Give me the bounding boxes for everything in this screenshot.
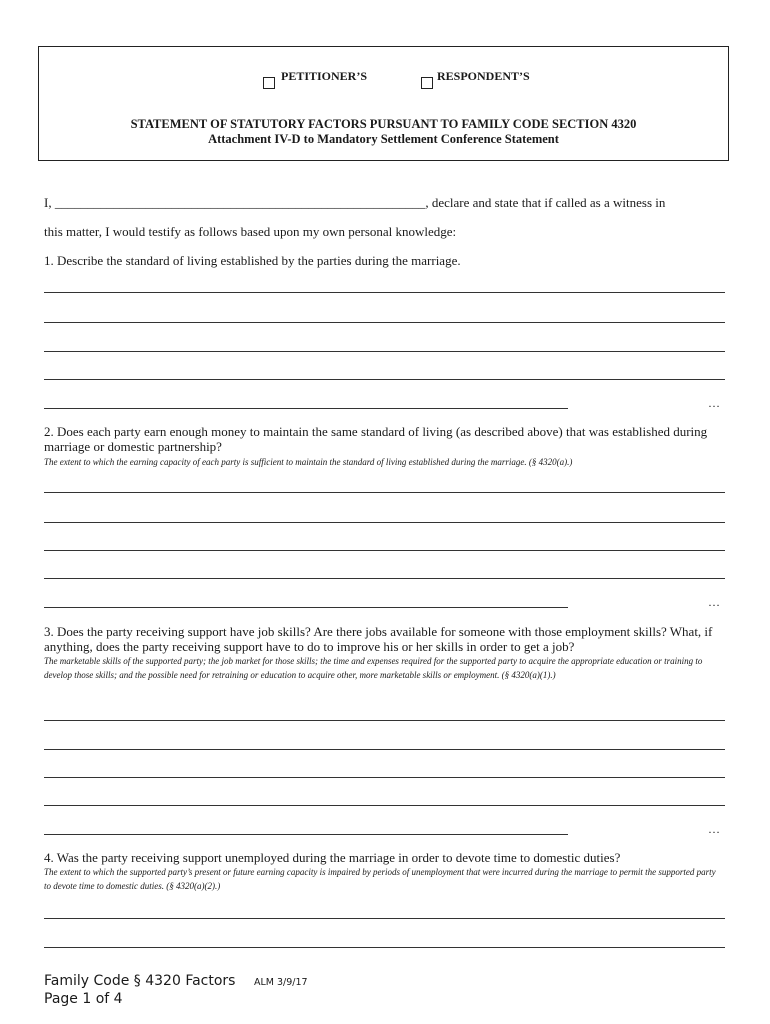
form-title-main: STATEMENT OF STATUTORY FACTORS PURSUANT TO FAMILY CODE SECTION 4320 (130, 117, 637, 131)
answer-line[interactable] (44, 379, 725, 380)
answer-line[interactable] (44, 492, 725, 493)
answer-line[interactable] (44, 918, 725, 919)
answer-line[interactable] (44, 947, 725, 948)
question-4-note: The extent to which the supported party’s present or future earning capacity is impaired by periods of unemployment that were incurred during the marriage to permit the supported party to devote time to domestic duties. (§ 4320(a)(2).) (44, 867, 716, 891)
header-box: PETITIONER’S RESPONDENT’S STATEMENT OF STATUTORY FACTORS PURSUANT TO FAMILY CODE SECTION 4320 Attachment IV-D to Mandatory Settlement Conference Statement (38, 46, 729, 161)
footer-form-name: Family Code § 4320 Factors (44, 973, 236, 989)
declaration-line-1: I, _________________________________________________________, declare and state that if called as a witness in (44, 195, 666, 210)
declaration-line-2: this matter, I would testify as follows based upon my own personal knowledge: (44, 224, 457, 239)
question-2-note: The extent to which the earning capacity of each party is sufficient to maintain the standard of living established during the marriage. (§ 4320(a).) (44, 457, 573, 467)
petitioner-checkbox[interactable] (263, 77, 275, 89)
answer-line[interactable] (44, 805, 725, 806)
answer-line[interactable] (44, 292, 725, 293)
answer-line[interactable] (44, 777, 725, 778)
answer-line[interactable] (44, 322, 725, 323)
form-title (39, 117, 728, 147)
continuation-dots: … (708, 822, 720, 836)
question-3: 3. Does the party receiving support have job skills? Are there jobs available for someone with those employment skills? What, if anything, does the party receiving support have to do to improve his or her skills in order to get a job? (44, 624, 713, 654)
question-1: 1. Describe the standard of living established by the parties during the marriage. (44, 253, 461, 268)
footer-revision: ALM 3/9/17 (254, 977, 308, 988)
answer-line[interactable] (44, 720, 725, 721)
answer-line[interactable] (44, 351, 725, 352)
question-3-note: The marketable skills of the supported party; the job market for those skills; the time and expenses required for the supported party to acquire the appropriate education or training to develop those skills; and the possible need for retraining or education to acquire other, more marketable skills or employment. (§ 4320(a)(1).) (44, 656, 703, 680)
answer-line[interactable] (44, 834, 568, 835)
question-4: 4. Was the party receiving support unemployed during the marriage in order to devote time to domestic duties? (44, 850, 621, 865)
continuation-dots: … (708, 396, 720, 410)
footer-page-number: Page 1 of 4 (44, 991, 123, 1007)
form-subtitle: Attachment IV-D to Mandatory Settlement Conference Statement (208, 132, 559, 146)
answer-line[interactable] (44, 408, 568, 409)
answer-line[interactable] (44, 749, 725, 750)
answer-line[interactable] (44, 578, 725, 579)
question-2: 2. Does each party earn enough money to maintain the same standard of living (as described above) that was established during marriage or domestic partnership? (44, 424, 708, 454)
answer-line[interactable] (44, 550, 725, 551)
continuation-dots: … (708, 595, 720, 609)
respondent-checkbox[interactable] (421, 77, 433, 89)
answer-line[interactable] (44, 607, 568, 608)
answer-line[interactable] (44, 522, 725, 523)
